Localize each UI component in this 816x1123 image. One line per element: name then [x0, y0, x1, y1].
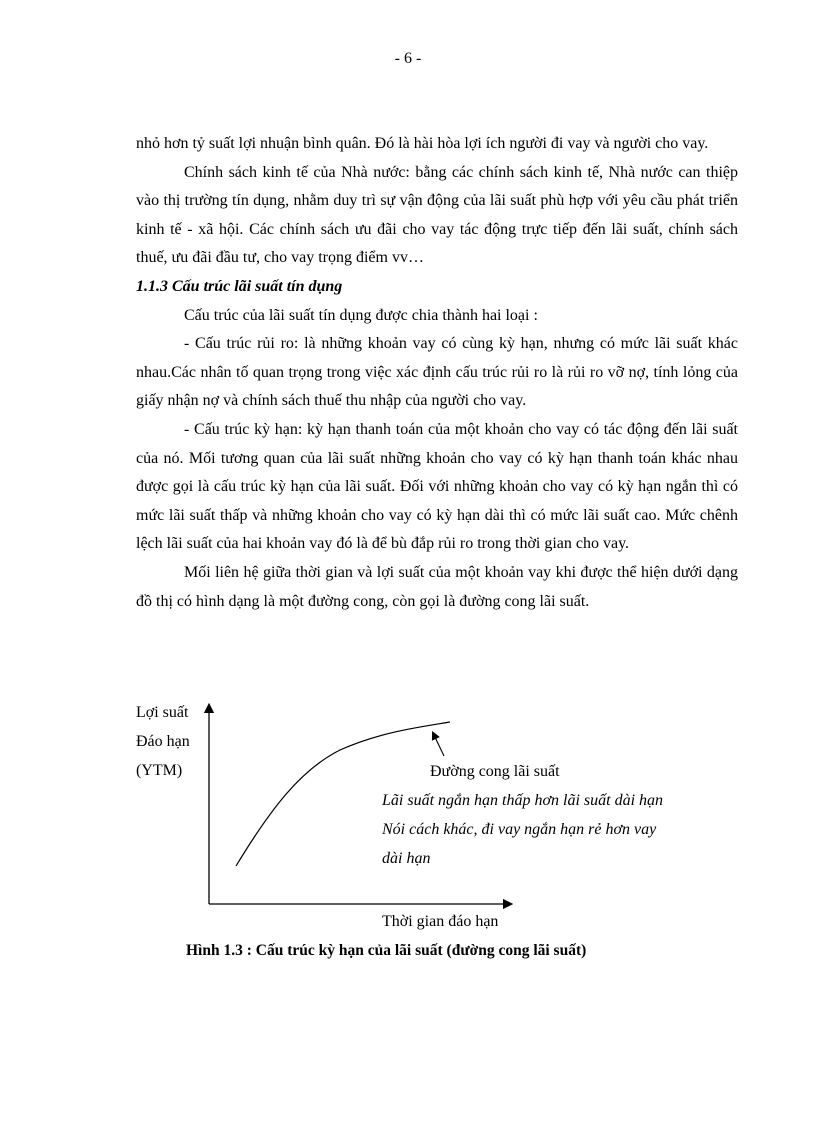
- paragraph: - Cấu trúc kỳ hạn: kỳ hạn thanh toán của một khoản cho vay có tác động đến lãi suất của nó. Mối tương quan của lãi suất những khoản cho vay có kỳ hạn thanh toán khác nhau được gọi là cấu trúc kỳ hạn của lãi suất. Đối với những khoản cho vay có kỳ hạn ngắn thì có mức lãi suất thấp và những khoản cho vay có kỳ hạn dài thì có mức lãi suất cao. Mức chênh lệch lãi suất của hai khoản vay đó là để bù đắp rủi ro trong thời gian cho vay.: [136, 420, 738, 553]
- body-text: [136, 130, 738, 616]
- paragraph: Chính sách kinh tế của Nhà nước: bằng các chính sách kinh tế, Nhà nước can thiệp vào thị trường tín dụng, nhằm duy trì sự vận động của lãi suất phù hợp với yêu cầu phát triển kinh tế - xã hội. Các chính sách ưu đãi cho vay tác động trực tiếp đến lãi suất, chính sách thuế, ưu đãi đầu tư, cho vay trọng điểm vv…: [136, 163, 738, 267]
- y-axis-label: Lợi suất: [136, 704, 189, 721]
- y-axis-label: Đáo hạn: [136, 733, 190, 750]
- curve-label: Đường cong lãi suất: [430, 763, 560, 780]
- note-line: Nói cách khác, đi vay ngắn hạn rẻ hơn vay: [382, 821, 657, 838]
- note-line: dài hạn: [382, 850, 431, 867]
- page-number: - 6 -: [394, 50, 422, 67]
- y-axis-label: (YTM): [136, 762, 183, 779]
- paragraph: Mối liên hệ giữa thời gian và lợi suất của một khoản vay khi được thể hiện dưới dạng đồ thị có hình dạng là một đường cong, còn gọi là đường cong lãi suất.: [136, 563, 738, 610]
- yield-curve: [236, 722, 450, 866]
- x-axis-label: Thời gian đáo hạn: [382, 913, 499, 930]
- section-heading: 1.1.3 Cấu trúc lãi suất tín dụng: [136, 277, 343, 295]
- figure-caption: Hình 1.3 : Cấu trúc kỳ hạn của lãi suất (đường cong lãi suất): [186, 942, 587, 959]
- paragraph: nhỏ hơn tỷ suất lợi nhuận bình quân. Đó là hài hòa lợi ích người đi vay và người cho vay.: [136, 135, 709, 152]
- paragraph: Cấu trúc của lãi suất tín dụng được chia thành hai loại :: [184, 306, 538, 324]
- pointer-arrow: [434, 735, 444, 756]
- note-line: Lãi suất ngắn hạn thấp hơn lãi suất dài hạn: [382, 792, 664, 809]
- paragraph: - Cấu trúc rủi ro: là những khoản vay có cùng kỳ hạn, nhưng có mức lãi suất khác nhau.Các nhân tố quan trọng trong việc xác định cấu trúc rủi ro là rủi ro vỡ nợ, tính lỏng của giấy nhận nợ và chính sách thuế thu nhập của người cho vay.: [136, 335, 738, 410]
